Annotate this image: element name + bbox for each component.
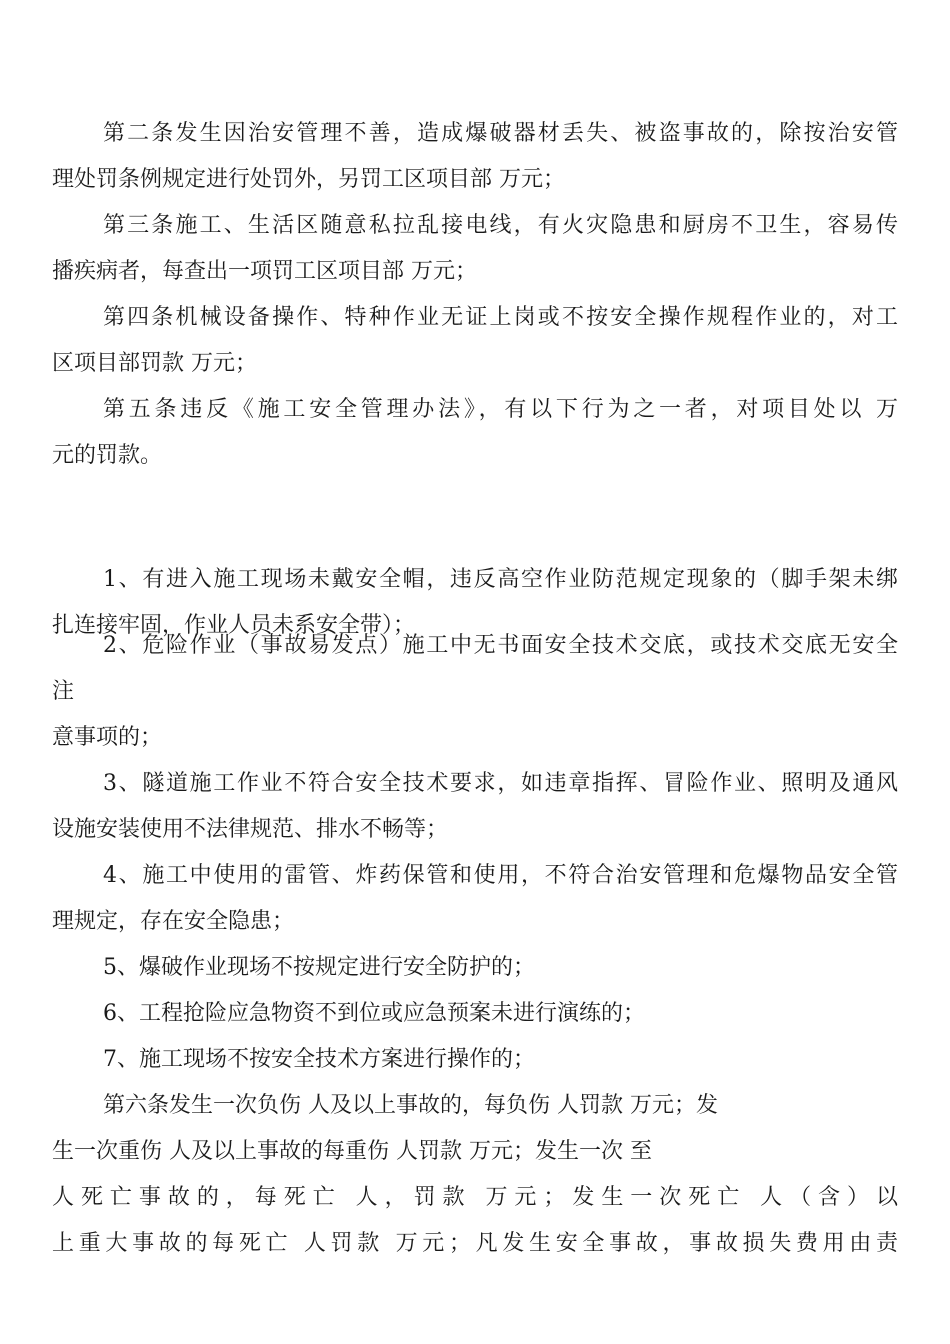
- article-5-line-1: 第五条违反《施工安全管理办法》，有以下行为之一者，对项目处以 万: [103, 397, 898, 422]
- item-3-line-2: 设施安装使用不法律规范、排水不畅等；: [52, 817, 449, 842]
- article-6-line-2: 生一次重伤 人及以上事故的每重伤 人罚款 万元；发生一次 至: [52, 1139, 652, 1164]
- article-3-line-1: 第三条施工、生活区随意私拉乱接电线，有火灾隐患和厨房不卫生，容易传: [103, 213, 898, 238]
- item-2-line-1: 2、危险作业（事故易发点）施工中无书面安全技术交底，或技术交底无安全: [103, 633, 898, 658]
- article-6-line-4: 上重大事故的每死亡 人罚款 万元；凡发生安全事故，事故损失费用由责: [52, 1231, 898, 1256]
- item-3-line-1: 3、隧道施工作业不符合安全技术要求，如违章指挥、冒险作业、照明及通风: [103, 771, 898, 796]
- article-5-line-2: 元的罚款。: [52, 443, 163, 468]
- article-3-line-2: 播疾病者，每查出一项罚工区项目部 万元；: [52, 259, 477, 284]
- item-1-line-1: 1、有进入施工现场未戴安全帽，违反高空作业防范规定现象的（脚手架未绑: [103, 567, 898, 592]
- item-4-line-1: 4、施工中使用的雷管、炸药保管和使用，不符合治安管理和危爆物品安全管: [103, 863, 898, 888]
- item-1-line-2: 扎连接牢固，作业人员未系安全带）；: [52, 613, 416, 638]
- article-4-line-2: 区项目部罚款 万元；: [52, 351, 257, 376]
- article-6-line-3: 人死亡事故的，每死亡 人，罚款 万元；发生一次死亡 人（含）以: [52, 1185, 898, 1210]
- article-4-line-1: 第四条机械设备操作、特种作业无证上岗或不按安全操作规程作业的，对工: [103, 305, 898, 330]
- item-6-line: 6、工程抢险应急物资不到位或应急预案未进行演练的；: [103, 1001, 645, 1026]
- article-2-line-2: 理处罚条例规定进行处罚外，另罚工区项目部 万元；: [52, 167, 565, 192]
- article-2-line-1: 第二条发生因治安管理不善，造成爆破器材丢失、被盗事故的，除按治安管: [103, 121, 898, 146]
- item-5-line: 5、爆破作业现场不按规定进行安全防护的；: [103, 955, 535, 980]
- item-2-line-3: 意事项的；: [52, 725, 163, 750]
- item-2-line-2: 注: [52, 679, 75, 704]
- article-6-line-1: 第六条发生一次负伤 人及以上事故的，每负伤 人罚款 万元；发: [103, 1093, 718, 1118]
- item-7-line: 7、施工现场不按安全技术方案进行操作的；: [103, 1047, 535, 1072]
- item-4-line-2: 理规定，存在安全隐患；: [52, 909, 295, 934]
